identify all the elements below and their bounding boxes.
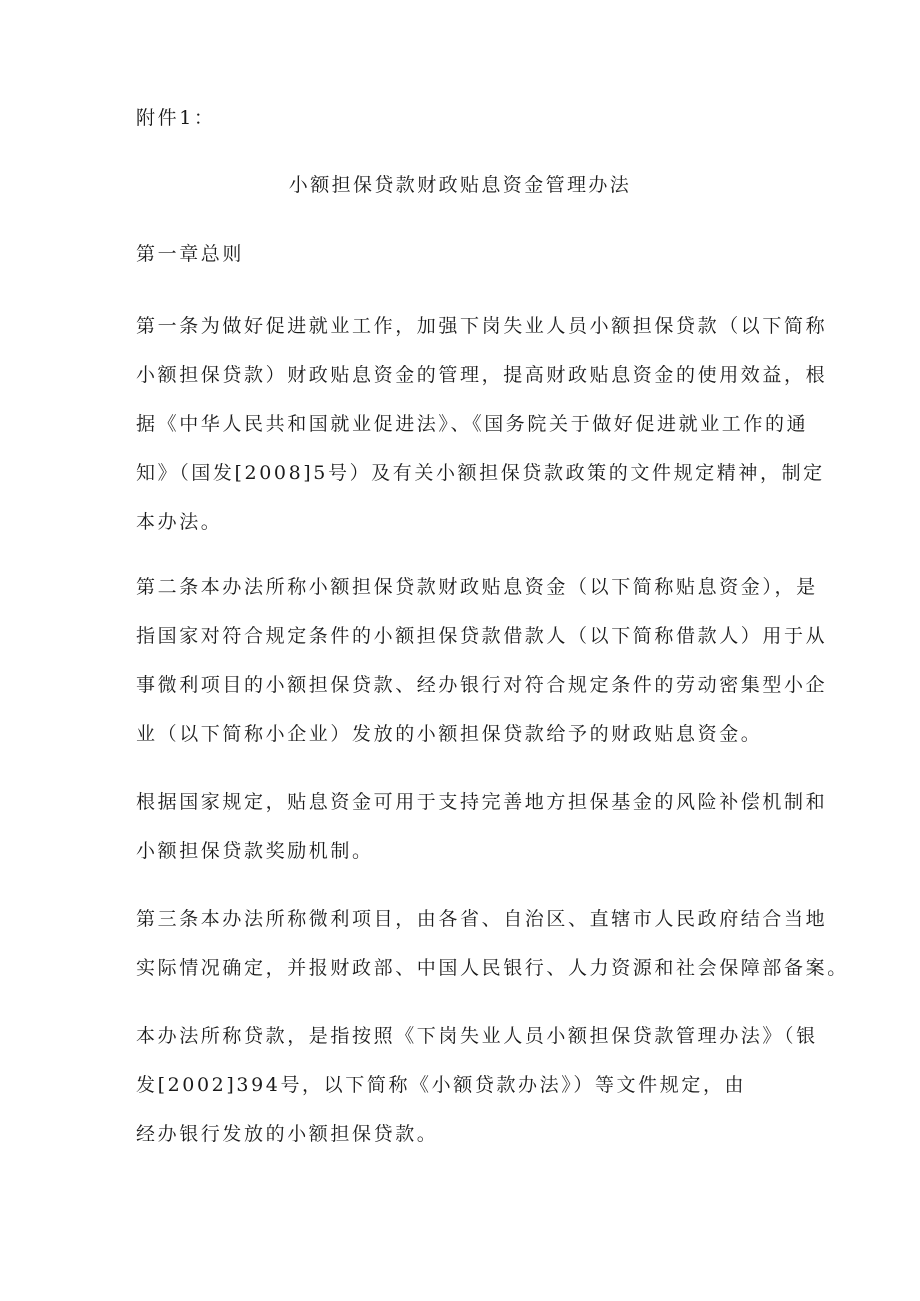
paragraph-line: 小额担保贷款奖励机制。 xyxy=(136,840,374,862)
document-title: 小额担保贷款财政贴息资金管理办法 xyxy=(288,174,632,196)
paragraph-line: 根据国家规定，贴息资金可用于支持完善地方担保基金的风险补偿机制和 xyxy=(136,791,828,813)
paragraph-line: 业（以下简称小企业）发放的小额担保贷款给予的财政贴息资金。 xyxy=(136,723,763,745)
paragraph-line: 指国家对符合规定条件的小额担保贷款借款人（以下简称借款人）用于从 xyxy=(136,625,828,647)
chapter-heading: 第一章总则 xyxy=(136,243,245,265)
paragraph-line: 据《中华人民共和国就业促进法》、《国务院关于做好促进就业工作的通 xyxy=(136,413,809,435)
paragraph-line: 经办银行发放的小额担保贷款。 xyxy=(136,1123,439,1145)
paragraph-line: 发[2002]394号，以下简称《小额贷款办法》）等文件规定，由 xyxy=(136,1074,747,1096)
paragraph-line: 事微利项目的小额担保贷款、经办银行对符合规定条件的劳动密集型小企 xyxy=(136,674,828,696)
paragraph-line: 第二条本办法所称小额担保贷款财政贴息资金（以下简称贴息资金），是 xyxy=(136,576,818,598)
paragraph-line: 本办法所称贷款，是指按照《下岗失业人员小额担保贷款管理办法》（银 xyxy=(136,1025,818,1047)
paragraph-line: 第三条本办法所称微利项目，由各省、自治区、直辖市人民政府结合当地 xyxy=(136,908,828,930)
paragraph-line: 第一条为做好促进就业工作，加强下岗失业人员小额担保贷款（以下简称 xyxy=(136,315,828,337)
paragraph-line: 知》（国发[2008]5号）及有关小额担保贷款政策的文件规定精神，制定 xyxy=(136,462,825,484)
paragraph-line: 小额担保贷款）财政贴息资金的管理，提高财政贴息资金的使用效益，根 xyxy=(136,364,828,386)
attachment-label: 附件1： xyxy=(136,107,216,129)
paragraph-line: 本办法。 xyxy=(136,511,223,533)
paragraph-line: 实际情况确定，并报财政部、中国人民银行、人力资源和社会保障部备案。 xyxy=(136,957,849,979)
